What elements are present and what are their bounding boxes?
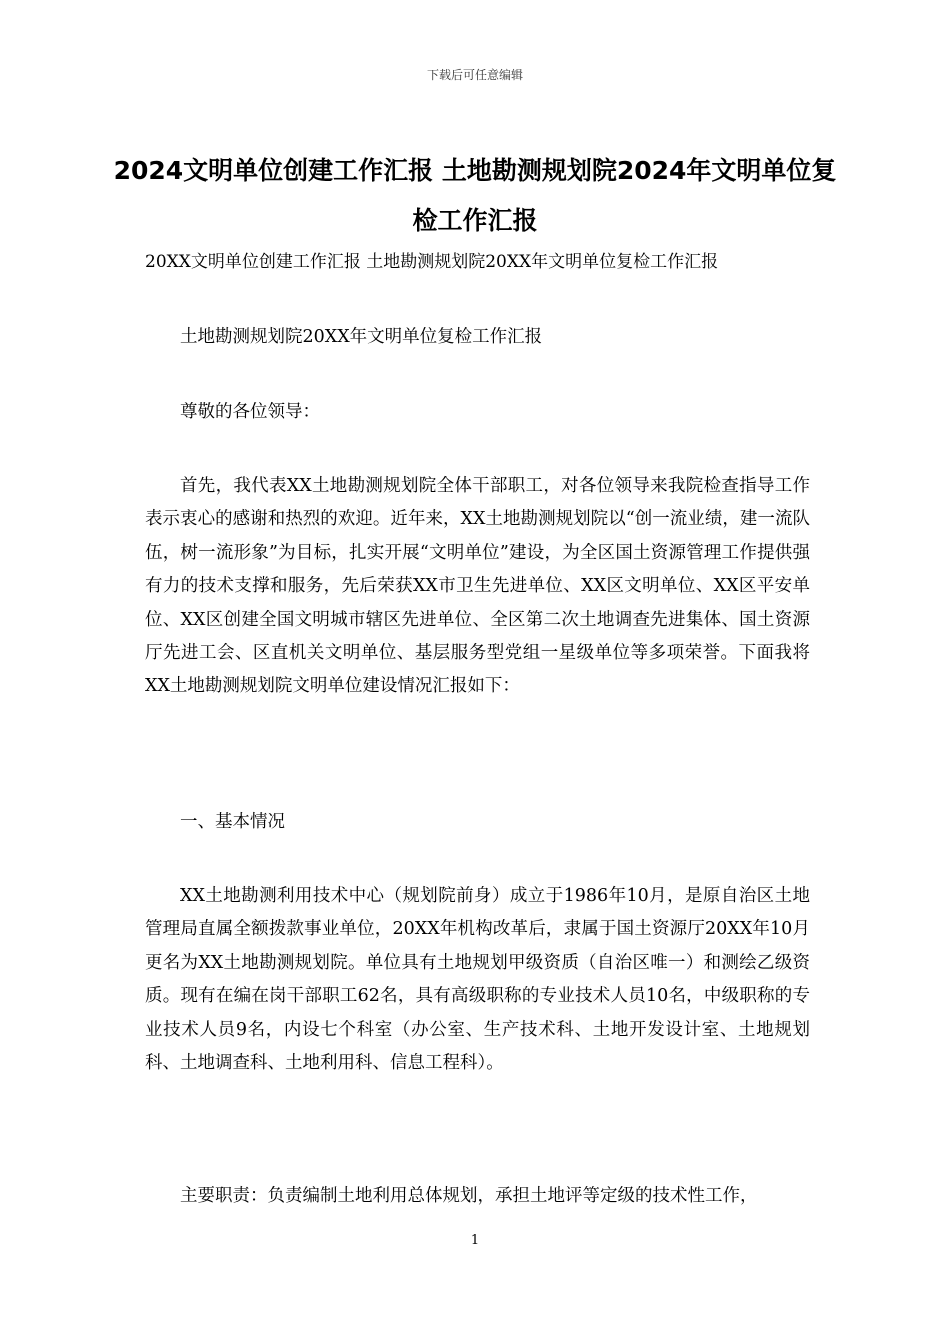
- basic-info-paragraph: XX土地勘测利用技术中心（规划院前身）成立于1986年10月，是原自治区土地管理局直属全额拨款事业单位，20XX年机构改革后，隶属于国土资源厅20XX年10月更名为XX土地勘测规划院。单位具有土地规划甲级资质（自治区唯一）和测绘乙级资质。现有在编在岗干部职工62名，具有高级职称的专业技术人员10名，中级职称的专业技术人员9名，内设七个科室（办公室、生产技术科、土地开发设计室、土地规划科、土地调查科、土地利用科、信息工程科）。: [145, 886, 810, 1074]
- page-number: 1: [470, 1233, 480, 1248]
- document-subtitle: 20XX文明单位创建工作汇报 土地勘测规划院20XX年文明单位复检工作汇报: [145, 252, 719, 272]
- header-note: 下载后可任意编辑: [426, 68, 523, 82]
- report-heading-paragraph: 土地勘测规划院20XX年文明单位复检工作汇报: [180, 327, 543, 347]
- duties-paragraph: 主要职责：负责编制土地利用总体规划，承担土地评等定级的技术性工作，: [180, 1186, 758, 1206]
- intro-paragraph: 首先，我代表XX土地勘测规划院全体干部职工，对各位领导来我院检查指导工作表示衷心的感谢和热烈的欢迎。近年来，XX土地勘测规划院以“创一流业绩，建一流队伍，树一流形象”为目标，扎实开展“文明单位”建设，为全区国土资源管理工作提供强有力的技术支撑和服务，先后荣获XX市卫生先进单位、XX区文明单位、XX区平安单位、XX区创建全国文明城市辖区先进单位、全区第二次土地调查先进集体、国土资源厅先进工会、区直机关文明单位、基层服务型党组一星级单位等多项荣誉。下面我将XX土地勘测规划院文明单位建设情况汇报如下：: [145, 476, 810, 697]
- salutation-paragraph: 尊敬的各位领导：: [180, 402, 320, 422]
- document-title: 2024文明单位创建工作汇报 土地勘测规划院2024年文明单位复检工作汇报: [113, 156, 837, 235]
- section-heading-basic-info: 一、基本情况: [180, 812, 285, 832]
